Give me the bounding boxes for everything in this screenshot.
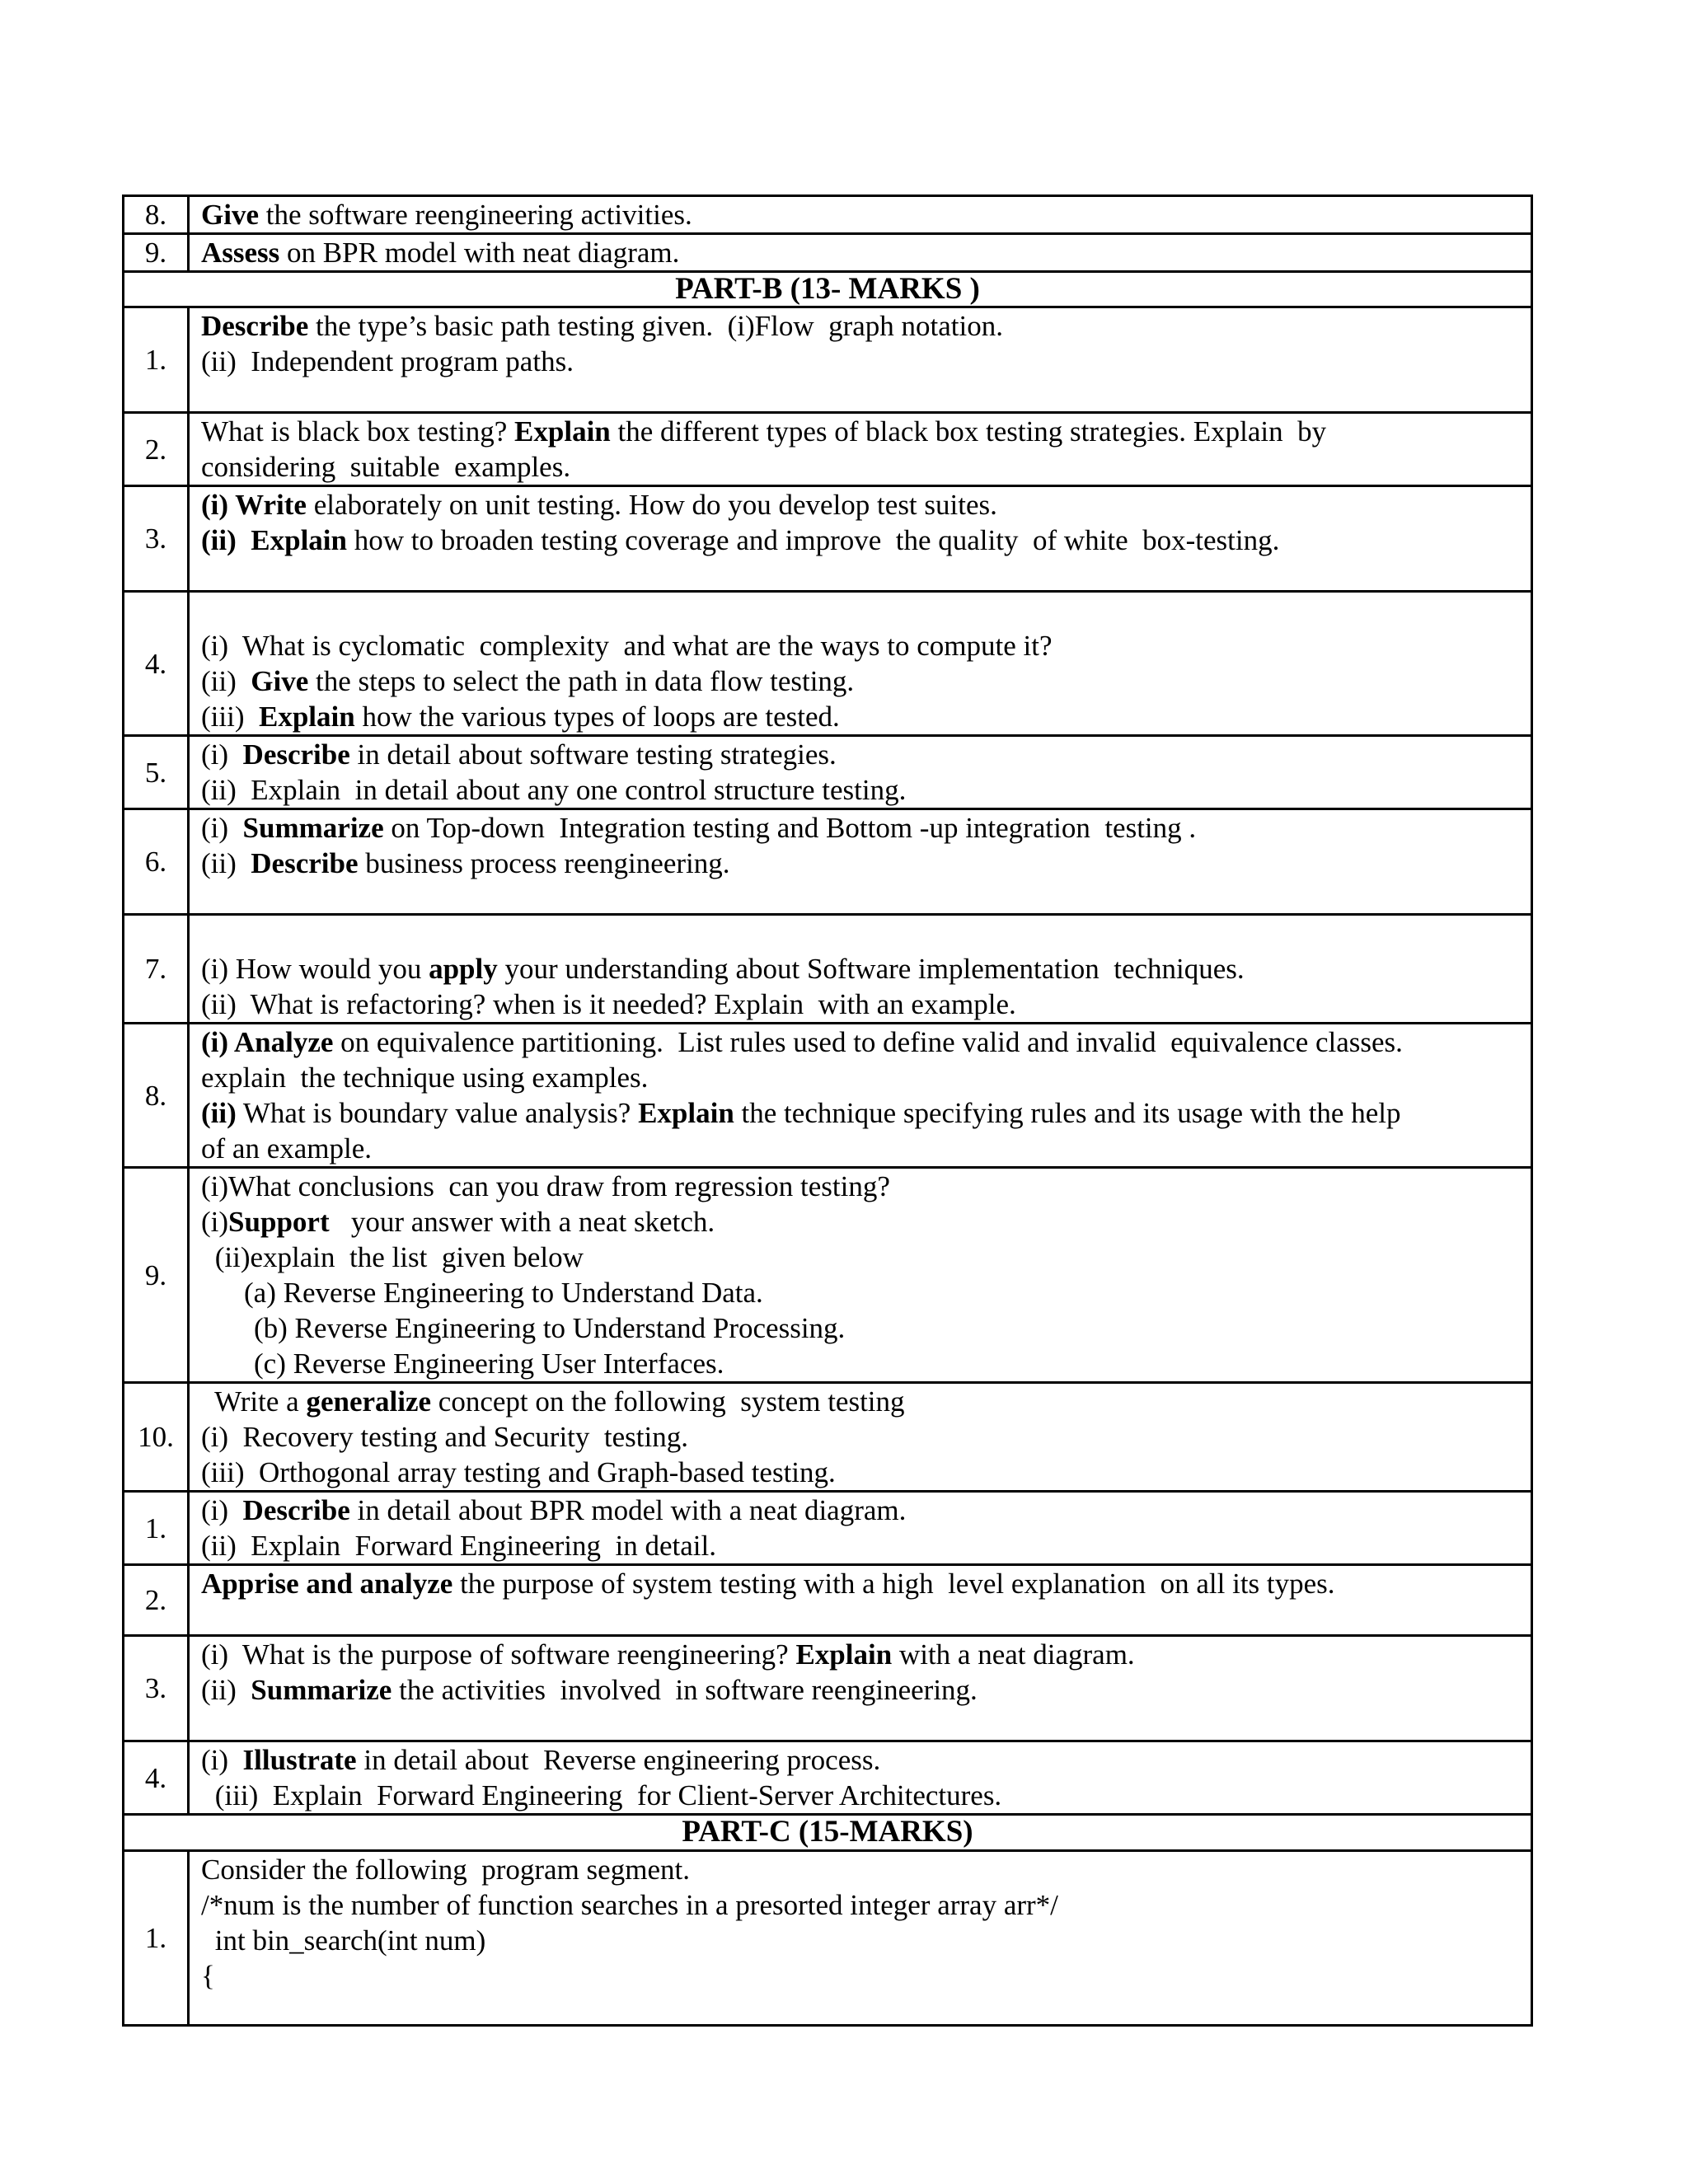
text-segment: your understanding about Software implementation techniques. (497, 953, 1245, 985)
text-segment: how to broaden testing coverage and improve the quality of white box-testing. (346, 524, 1280, 556)
question-number: 7. (124, 915, 189, 1024)
question-line (201, 1778, 1519, 1813)
question-text (189, 1636, 1532, 1741)
question-line (201, 1060, 1519, 1095)
question-text (189, 1851, 1532, 2026)
question-line (201, 414, 1519, 449)
text-segment: { (201, 1960, 215, 1992)
question-row (124, 234, 1532, 272)
text-segment: the activities involved in software reengineering. (392, 1674, 978, 1706)
text-segment: how the various types of loops are tested. (354, 701, 840, 733)
text-segment: What is boundary value analysis? (236, 1097, 639, 1129)
question-row (124, 915, 1532, 1024)
text-segment: in detail about BPR model with a neat diagram. (349, 1494, 907, 1526)
question-row (124, 1565, 1532, 1636)
text-segment: (i) (201, 1206, 229, 1238)
question-number: 8. (124, 196, 189, 234)
question-line (201, 1493, 1519, 1528)
question-row (124, 413, 1532, 486)
text-segment: (i) (201, 812, 243, 844)
question-text (189, 1565, 1532, 1636)
question-row (124, 486, 1532, 592)
bold-keyword: Explain (795, 1638, 893, 1671)
question-row (124, 809, 1532, 915)
text-segment: Write a (208, 1385, 307, 1418)
text-segment: elaborately on unit testing. How do you develop test suites. (306, 489, 997, 521)
text-segment: (ii) Explain in detail about any one control structure testing. (201, 774, 907, 806)
question-line (201, 1310, 1519, 1346)
question-text (189, 1024, 1532, 1168)
question-row (124, 1636, 1532, 1741)
text-segment: (i) How would you (201, 953, 429, 985)
text-segment: the purpose of system testing with a high level explanation on all its types. (452, 1568, 1335, 1600)
section-header-row (124, 1815, 1532, 1851)
text-segment: the steps to select the path in data flow testing. (308, 665, 855, 697)
question-line (201, 1742, 1519, 1778)
question-number: 9. (124, 234, 189, 272)
question-number: 5. (124, 736, 189, 809)
question-line (201, 846, 1519, 881)
question-line (201, 1024, 1519, 1060)
question-text (189, 1492, 1532, 1565)
text-segment: (a) Reverse Engineering to Understand Data. (244, 1277, 763, 1309)
bold-keyword: Explain (638, 1097, 734, 1129)
text-segment: (ii) What is refactoring? when is it needed? Explain with an example. (201, 988, 1016, 1020)
bold-keyword: Assess (201, 237, 280, 269)
question-text (189, 809, 1532, 915)
question-number: 8. (124, 1024, 189, 1168)
question-text (189, 1383, 1532, 1492)
question-number: 1. (124, 307, 189, 413)
question-row (124, 736, 1532, 809)
bold-keyword: (ii) Explain (201, 524, 347, 556)
question-line (201, 1528, 1519, 1563)
question-row (124, 1851, 1532, 2026)
text-segment: on BPR model with neat diagram. (279, 237, 680, 269)
question-row (124, 1741, 1532, 1815)
text-segment: in detail about Reverse engineering process. (356, 1744, 881, 1776)
question-line (201, 197, 1519, 232)
text-segment: What is black box testing? (201, 415, 515, 448)
question-line (201, 1923, 1519, 1958)
question-text (189, 196, 1532, 234)
question-line (201, 987, 1519, 1022)
bold-keyword: Apprise and analyze (201, 1568, 453, 1600)
text-segment: the different types of black box testing strategies. Explain by (610, 415, 1327, 448)
question-text (189, 1168, 1532, 1383)
question-text (189, 915, 1532, 1024)
question-line (201, 1672, 1519, 1708)
question-line (201, 1204, 1519, 1240)
question-line (201, 1566, 1519, 1601)
question-row (124, 307, 1532, 413)
text-segment: concept on the following system testing (431, 1385, 905, 1418)
section-title: PART-B (13- MARKS ) (124, 272, 1532, 307)
text-segment: (iii) (201, 701, 259, 733)
text-segment: (i)What conclusions can you draw from regression testing? (201, 1170, 890, 1202)
question-table (122, 194, 1533, 2027)
text-segment: (i) What is cyclomatic complexity and what are the ways to compute it? (201, 630, 1053, 662)
bold-keyword: generalize (306, 1385, 432, 1418)
question-row (124, 196, 1532, 234)
question-number: 2. (124, 1565, 189, 1636)
question-line (201, 1637, 1519, 1672)
question-number: 1. (124, 1851, 189, 2026)
bold-keyword: Describe (201, 310, 309, 342)
question-line (201, 1346, 1519, 1381)
question-line (201, 344, 1519, 379)
text-segment: business process reengineering. (358, 847, 730, 879)
question-line (201, 1240, 1519, 1275)
question-line (201, 628, 1519, 663)
question-text (189, 736, 1532, 809)
question-line (201, 1131, 1519, 1166)
question-line (201, 810, 1519, 846)
question-line (201, 699, 1519, 734)
text-segment: your answer with a neat sketch. (329, 1206, 715, 1238)
text-segment: (ii) (201, 847, 251, 879)
bold-keyword: Describe (242, 1494, 350, 1526)
bold-keyword: Give (201, 199, 259, 231)
text-segment: (ii) Independent program paths. (201, 345, 574, 377)
question-number: 1. (124, 1492, 189, 1565)
text-segment: explain the technique using examples. (201, 1062, 649, 1094)
bold-keyword: (i) Analyze (201, 1026, 334, 1058)
question-number: 3. (124, 1636, 189, 1741)
question-text (189, 486, 1532, 592)
question-number: 10. (124, 1383, 189, 1492)
bold-keyword: Describe (242, 738, 350, 771)
text-segment: on Top-down Integration testing and Bottom -up integration testing . (383, 812, 1197, 844)
question-number: 9. (124, 1168, 189, 1383)
text-segment: the type’s basic path testing given. (i)Flow graph notation. (308, 310, 1004, 342)
question-line (201, 308, 1519, 344)
bold-keyword: apply (429, 953, 498, 985)
bold-keyword: (i) Write (201, 489, 307, 521)
question-line (201, 1095, 1519, 1131)
question-line (201, 1419, 1519, 1455)
text-segment: (i) (201, 738, 243, 771)
text-segment: (i) (201, 1744, 243, 1776)
question-text (189, 413, 1532, 486)
question-line (201, 449, 1519, 485)
question-row (124, 1024, 1532, 1168)
text-segment: (i) (201, 1494, 243, 1526)
question-text (189, 592, 1532, 736)
text-segment: (ii)explain the list given below (208, 1241, 584, 1273)
bold-keyword: Explain (258, 701, 355, 733)
question-line (201, 663, 1519, 699)
question-line (201, 235, 1519, 270)
text-segment: (c) Reverse Engineering User Interfaces. (254, 1347, 724, 1380)
question-text (189, 1741, 1532, 1815)
question-line (201, 737, 1519, 772)
question-number: 3. (124, 486, 189, 592)
question-line (201, 593, 1519, 628)
bold-keyword: (ii) (201, 1097, 237, 1129)
question-row (124, 592, 1532, 736)
text-segment: /*num is the number of function searches in a presorted integer array arr*/ (201, 1889, 1058, 1921)
question-text (189, 307, 1532, 413)
question-line (201, 916, 1519, 951)
question-line (201, 1887, 1519, 1923)
text-segment: on equivalence partitioning. List rules used to define valid and invalid equivalence classes. (333, 1026, 1403, 1058)
bold-keyword: Illustrate (242, 1744, 357, 1776)
bold-keyword: Describe (251, 847, 359, 879)
question-line (201, 772, 1519, 808)
question-number: 2. (124, 413, 189, 486)
question-line (201, 951, 1519, 987)
question-number: 6. (124, 809, 189, 915)
question-text (189, 234, 1532, 272)
text-segment: in detail about software testing strategies. (349, 738, 837, 771)
bold-keyword: Support (228, 1206, 330, 1238)
question-number: 4. (124, 1741, 189, 1815)
text-segment: (ii) Explain Forward Engineering in detail. (201, 1530, 716, 1562)
question-line (201, 1275, 1519, 1310)
text-segment: (iii) Explain Forward Engineering for Client-Server Architectures. (208, 1779, 1002, 1811)
question-line (201, 523, 1519, 558)
text-segment: the software reengineering activities. (258, 199, 692, 231)
text-segment: considering suitable examples. (201, 451, 571, 483)
text-segment: int bin_search(int num) (208, 1924, 486, 1957)
text-segment: (ii) (201, 1674, 251, 1706)
question-line (201, 1958, 1519, 1994)
bold-keyword: Explain (514, 415, 611, 448)
text-segment: Consider the following program segment. (201, 1854, 690, 1886)
question-line (201, 487, 1519, 523)
bold-keyword: Summarize (242, 812, 384, 844)
text-segment: (i) What is the purpose of software reengineering? (201, 1638, 796, 1671)
question-line (201, 1852, 1519, 1887)
question-line (201, 1455, 1519, 1490)
question-row (124, 1383, 1532, 1492)
question-number: 4. (124, 592, 189, 736)
text-segment: with a neat diagram. (892, 1638, 1135, 1671)
text-segment: (b) Reverse Engineering to Understand Processing. (254, 1312, 846, 1344)
question-row (124, 1168, 1532, 1383)
bold-keyword: Summarize (251, 1674, 392, 1706)
bold-keyword: Give (251, 665, 309, 697)
text-segment: of an example. (201, 1132, 372, 1165)
text-segment: the technique specifying rules and its usage with the help (734, 1097, 1401, 1129)
section-title: PART-C (15-MARKS) (124, 1815, 1532, 1851)
question-line (201, 1169, 1519, 1204)
text-segment: (ii) (201, 665, 251, 697)
question-line (201, 1384, 1519, 1419)
text-segment: (i) Recovery testing and Security testing. (201, 1421, 688, 1453)
question-row (124, 1492, 1532, 1565)
text-segment: (iii) Orthogonal array testing and Graph-based testing. (201, 1456, 836, 1488)
section-header-row (124, 272, 1532, 307)
